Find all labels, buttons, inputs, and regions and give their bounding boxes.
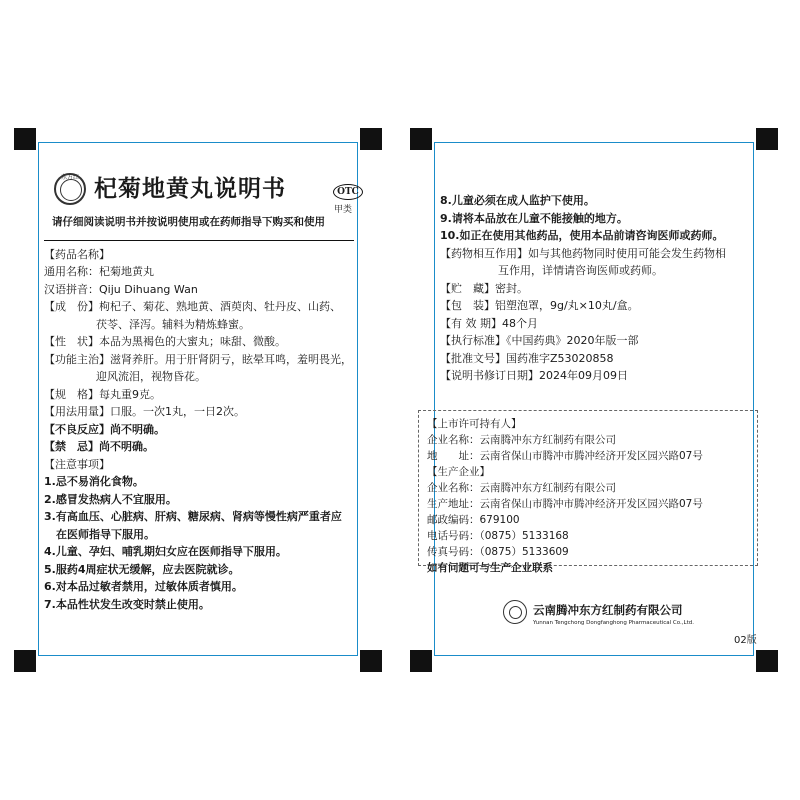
corner-mark	[360, 128, 382, 150]
text-line: 【药品名称】	[44, 247, 110, 261]
text-line: 地 址：云南省保山市腾冲市腾冲经济开发区园兴路07号	[427, 450, 703, 462]
corner-mark	[756, 128, 778, 150]
logo-text: 东方红	[60, 174, 79, 181]
text-line: 4.儿童、孕妇、哺乳期妇女应在医师指导下服用。	[44, 545, 287, 558]
text-line: 3.有高血压、心脏病、肝病、糖尿病、肾病等慢性病严重者应	[44, 510, 342, 523]
usage-advice: 请仔细阅读说明书并按说明使用或在药师指导下购买和使用	[52, 216, 325, 228]
text-line: 传真号码：（0875）5133609	[427, 546, 569, 558]
version-label: 02版	[734, 635, 757, 646]
page-title: 杞菊地黄丸说明书	[94, 176, 286, 202]
company-name: 云南腾冲东方红制药有限公司	[533, 603, 683, 617]
corner-mark	[410, 650, 432, 672]
title-row	[44, 148, 359, 215]
text-line: 10.如正在使用其他药品，使用本品前请咨询医师或药师。	[440, 229, 724, 242]
text-line: 邮政编码：679100	[427, 514, 520, 526]
divider	[44, 240, 354, 241]
text-line: 【上市许可持有人】	[427, 418, 522, 430]
right-content	[440, 192, 750, 385]
text-line: 【禁 忌】尚不明确。	[44, 440, 154, 453]
text-line: 【不良反应】尚不明确。	[44, 422, 165, 436]
otc-class-label: 甲类	[334, 205, 353, 215]
leaflet-page-left	[14, 128, 382, 672]
text-line: 9.请将本品放在儿童不能接触的地方。	[440, 211, 628, 225]
text-line: 【有 效 期】48个月	[440, 316, 538, 330]
text-line: 企业名称：云南腾冲东方红制药有限公司	[427, 434, 616, 446]
text-line: 8.儿童必须在成人监护下使用。	[440, 194, 595, 207]
otc-badge: OTC	[333, 184, 363, 200]
text-line: 汉语拼音：Qiju Dihuang Wan	[44, 282, 198, 296]
manufacturer-info-box	[418, 410, 758, 574]
text-line: 【执行标准】《中国药典》2020年版一部	[440, 334, 639, 347]
text-line: 7.本品性状发生改变时禁止使用。	[44, 597, 210, 611]
text-line: 茯苓、泽泻。辅料为精炼蜂蜜。	[96, 317, 250, 331]
text-line: 【贮 藏】密封。	[440, 281, 528, 295]
text-line: 【性 状】本品为黑褐色的大蜜丸；味甜、微酸。	[44, 335, 286, 348]
text-line: 1.忌不易消化食物。	[44, 475, 144, 488]
text-line: 企业名称：云南腾冲东方红制药有限公司	[427, 482, 616, 494]
company-name-en: Yunnan Tengchong Dongfanghong Pharmaceutical Co.,Ltd.	[533, 620, 694, 626]
corner-mark	[360, 650, 382, 672]
text-line: 迎风流泪，视物昏花。	[96, 370, 206, 383]
company-footer	[503, 600, 743, 636]
text-line: 生产地址：云南省保山市腾冲市腾冲经济开发区园兴路07号	[427, 498, 703, 510]
text-line: 6.对本品过敏者禁用，过敏体质者慎用。	[44, 580, 243, 593]
corner-mark	[14, 128, 36, 150]
text-line: 通用名称：杞菊地黄丸	[44, 265, 154, 278]
text-line: 【说明书修订日期】2024年09月09日	[440, 369, 628, 382]
text-line: 【包 装】铝塑泡罩，9g/丸×10丸/盒。	[440, 299, 639, 312]
text-line: 如有问题可与生产企业联系	[427, 562, 553, 574]
corner-mark	[14, 650, 36, 672]
text-line: 互作用，详情请咨询医师或药师。	[498, 264, 663, 277]
corner-mark	[756, 650, 778, 672]
leaflet-page-right	[410, 128, 778, 672]
text-line: 5.服药4周症状无缓解，应去医院就诊。	[44, 562, 240, 576]
text-line: 在医师指导下服用。	[56, 527, 155, 541]
corner-mark	[410, 128, 432, 150]
text-line: 2.感冒发热病人不宜服用。	[44, 492, 177, 506]
text-line: 【成 份】枸杞子、菊花、熟地黄、酒萸肉、牡丹皮、山药、	[44, 300, 341, 313]
text-line: 【生产企业】	[427, 466, 490, 478]
text-line: 【注意事项】	[44, 457, 110, 471]
text-line: 【用法用量】口服。一次1丸，一日2次。	[44, 405, 245, 418]
text-line: 【批准文号】国药准字Z53020858	[440, 351, 614, 365]
text-line: 电话号码：（0875）5133168	[427, 530, 569, 542]
text-line: 【药物相互作用】如与其他药物同时使用可能会发生药物相	[440, 246, 726, 260]
text-line: 【功能主治】滋肾养肝。用于肝肾阴亏，眩晕耳鸣，羞明畏光，	[44, 352, 352, 366]
company-logo-icon	[503, 600, 527, 624]
text-line: 【规 格】每丸重9克。	[44, 387, 161, 401]
left-content	[44, 246, 354, 614]
